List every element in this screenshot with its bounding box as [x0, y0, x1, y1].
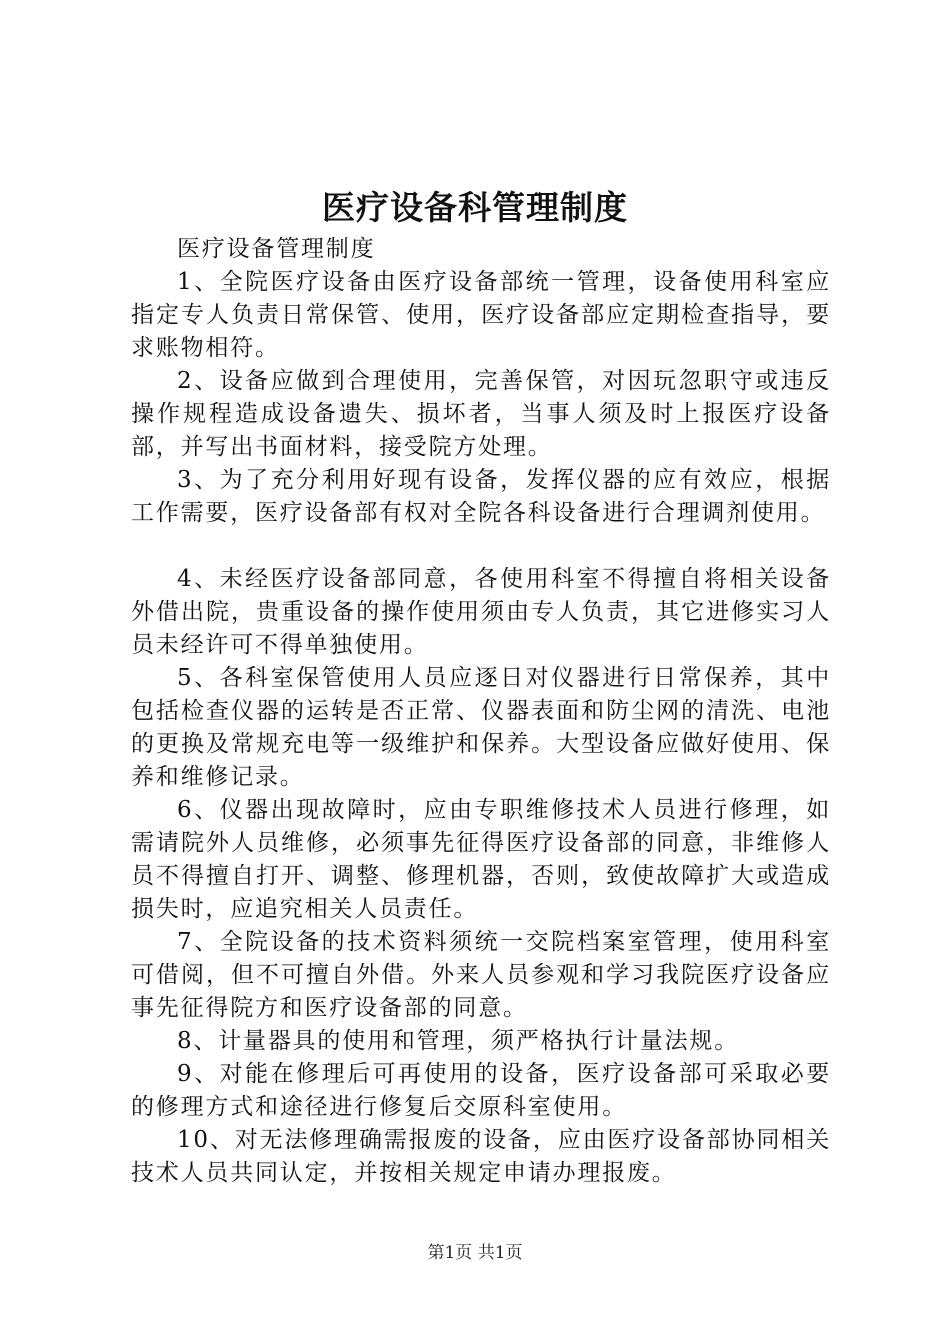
paragraph-8: 8、计量器具的使用和管理，须严格执行计量法规。: [177, 1028, 740, 1054]
paragraph-6: 6、仪器出现故障时，应由专职维修技术人员进行修理，如需请院外人员维修，必须事先征得医疗设备部的同意，非维修人员不得擅自打开、调整、修理机器，否则，致使故障扩大或造成损失时，应追究相关人员责任。: [131, 797, 831, 922]
paragraph-1: 1、全院医疗设备由医疗设备部统一管理，设备使用科室应指定专人负责日常保管、使用，医疗设备部应定期检查指导，要求账物相符。: [131, 269, 831, 361]
paragraph-5: 5、各科室保管使用人员应逐日对仪器进行日常保养，其中包括检查仪器的运转是否正常、仪器表面和防尘网的清洗、电池的更换及常规充电等一级维护和保养。大型设备应做好使用、保养和维修记录。: [131, 665, 831, 790]
paragraph-2: 2、设备应做到合理使用，完善保管，对因玩忽职守或违反操作规程造成设备遗失、损坏者，当事人须及时上报医疗设备部，并写出书面材料，接受院方处理。: [131, 368, 831, 460]
page-footer: 第1页 共1页: [427, 1243, 523, 1263]
document-title: 医疗设备科管理制度: [322, 188, 628, 227]
paragraph-10: 10、对无法修理确需报废的设备，应由医疗设备部协同相关技术人员共同认定，并按相关规定申请办理报废。: [131, 1127, 831, 1186]
document-body: [131, 233, 831, 1190]
document-subtitle: 医疗设备管理制度: [177, 236, 376, 262]
blank-line: [131, 530, 831, 563]
paragraph-9: 9、对能在修理后可再使用的设备，医疗设备部可采取必要的修理方式和途径进行修复后交原科室使用。: [131, 1061, 831, 1120]
paragraph-7: 7、全院设备的技术资料须统一交院档案室管理，使用科室可借阅，但不可擅自外借。外来人员参观和学习我院医疗设备应事先征得院方和医疗设备部的同意。: [131, 929, 831, 1021]
paragraph-3: 3、为了充分利用好现有设备，发挥仪器的应有效应，根据工作需要，医疗设备部有权对全院各科设备进行合理调剂使用。: [131, 467, 831, 526]
paragraph-4: 4、未经医疗设备部同意，各使用科室不得擅自将相关设备外借出院，贵重设备的操作使用须由专人负责，其它进修实习人员未经许可不得单独使用。: [131, 566, 831, 658]
